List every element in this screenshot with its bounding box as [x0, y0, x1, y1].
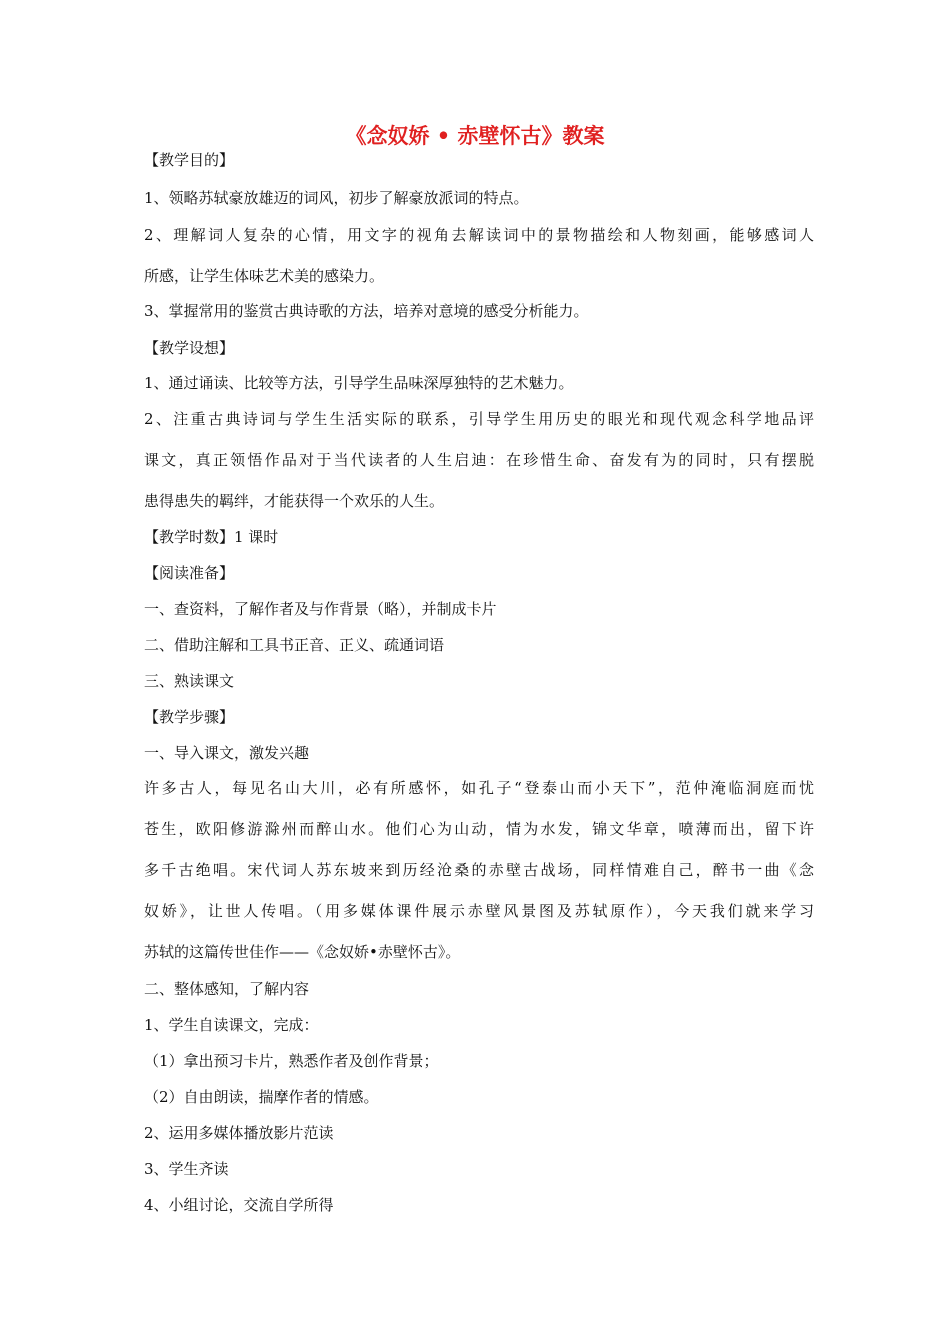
- paragraph-line: 许多古人，每见名山大川，必有所感怀，如孔子“登泰山而小天下”，范仲淹临洞庭而忧: [144, 779, 814, 797]
- paragraph-line: 一、查资料，了解作者及与作背景（略），并制成卡片: [144, 600, 497, 618]
- paragraph-line: 所感，让学生体味艺术美的感染力。: [144, 267, 385, 285]
- paragraph-line: 1、学生自读课文，完成：: [144, 1016, 319, 1034]
- section-heading-hours: 【教学时数】1 课时: [144, 528, 279, 546]
- paragraph-line: 二、借助注解和工具书正音、正义、疏通词语: [144, 636, 445, 654]
- paragraph-line: （2）自由朗读，揣摩作者的情感。: [144, 1088, 379, 1106]
- paragraph-line: （1）拿出预习卡片，熟悉作者及创作背景；: [144, 1052, 439, 1070]
- paragraph-line: 1、通过诵读、比较等方法，引导学生品味深厚独特的艺术魅力。: [144, 374, 574, 392]
- paragraph-line: 2、注重古典诗词与学生生活实际的联系，引导学生用历史的眼光和现代观念科学地品评: [144, 410, 814, 428]
- document-title: 《念奴娇 • 赤壁怀古》教案: [345, 123, 605, 148]
- paragraph-line: 4、小组讨论，交流自学所得: [144, 1196, 334, 1214]
- paragraph-line: 3、学生齐读: [144, 1160, 229, 1178]
- section-heading-steps: 【教学步骤】: [144, 708, 235, 726]
- paragraph-line: 苍生，欧阳修游滁州而醉山水。他们心为山动，情为水发，锦文华章，喷薄而出，留下许: [144, 820, 814, 838]
- paragraph-line: 奴娇》，让世人传唱。（用多媒体课件展示赤壁风景图及苏轼原作），今天我们就来学习: [144, 902, 814, 920]
- section-heading-preparation: 【阅读准备】: [144, 564, 235, 582]
- paragraph-line: 患得患失的羁绊，才能获得一个欢乐的人生。: [144, 492, 445, 510]
- paragraph-line: 苏轼的这篇传世佳作——《念奴娇•赤壁怀古》。: [144, 943, 461, 961]
- paragraph-line: 3、掌握常用的鉴赏古典诗歌的方法，培养对意境的感受分析能力。: [144, 302, 589, 320]
- paragraph-line: 2、理解词人复杂的心情，用文字的视角去解读词中的景物描绘和人物刻画，能够感词人: [144, 226, 814, 244]
- paragraph-line: 1、领略苏轼豪放雄迈的词风，初步了解豪放派词的特点。: [144, 189, 529, 207]
- paragraph-line: 课文，真正领悟作品对于当代读者的人生启迪：在珍惜生命、奋发有为的同时，只有摆脱: [144, 451, 814, 469]
- paragraph-line: 一、导入课文，激发兴趣: [144, 744, 310, 762]
- section-heading-objectives: 【教学目的】: [144, 151, 235, 169]
- paragraph-line: 2、运用多媒体播放影片范读: [144, 1124, 334, 1142]
- section-heading-design: 【教学设想】: [144, 339, 235, 357]
- paragraph-line: 二、整体感知，了解内容: [144, 980, 310, 998]
- paragraph-line: 三、熟读课文: [144, 672, 235, 690]
- paragraph-line: 多千古绝唱。宋代词人苏东坡来到历经沧桑的赤壁古战场，同样情难自己，醉书一曲《念: [144, 861, 814, 879]
